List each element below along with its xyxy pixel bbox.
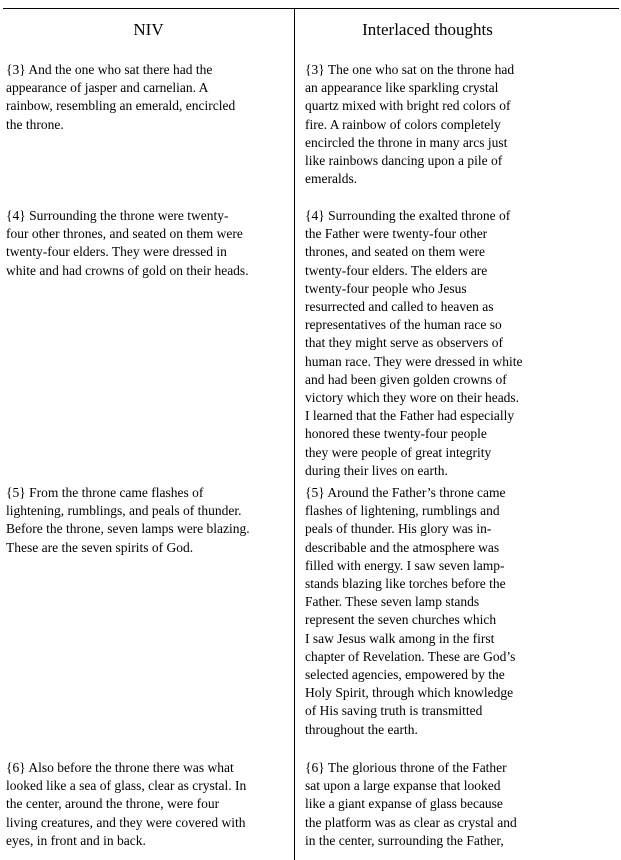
- interlaced-verse-3: {3} The one who sat on the throne had an appearance like sparkling crystal quartz mixed with bright red colors of fire. A rainbow of colors completely encircled the throne in many arcs just like rainbows dancing upon a pile of emeralds.: [305, 62, 515, 187]
- table-top-rule: [3, 8, 619, 9]
- interlaced-verse-6: {6} The glorious throne of the Father sat upon a large expanse that looked like a giant expanse of glass because the platform was as clear as crystal and in the center, surrounding the Father,: [305, 760, 517, 848]
- niv-column-header: NIV: [133, 20, 164, 39]
- interlaced-verse-5: {5} Around the Father’s throne came flashes of lightening, rumblings and peals of thunder. His glory was in- describable and the atmosphere was filled with energy. I saw seven lamp- stands blazing like torches before the Father. These seven lamp stands represent the seven churches which I saw Jesus walk among in the first chapter of Revelation. These are God’s selected agencies, empowered by the Holy Spirit, through which knowledge of His saving truth is transmitted throughout the earth.: [305, 485, 516, 737]
- interlaced-verse-4: {4} Surrounding the exalted throne of the Father were twenty-four other thrones, and seated on them were twenty-four elders. The elders are twenty-four people who Jesus resurrected and called to heaven as representatives of the human race so that they might serve as observers of human race. They were dressed in white and had been given golden crowns of victory which they wore on their heads. I learned that the Father had especially honored these twenty-four people they were people of great integrity during their lives on earth.: [305, 208, 523, 478]
- column-divider: [294, 8, 295, 860]
- niv-verse-3: {3} And the one who sat there had the appearance of jasper and carnelian. A rainbow, resembling an emerald, encircled the throne.: [6, 62, 236, 132]
- niv-verse-6: {6} Also before the throne there was what looked like a sea of glass, clear as crystal. In the center, around the throne, were four living creatures, and they were covered with eyes, in front and in back.: [6, 760, 247, 848]
- niv-verse-4: {4} Surrounding the throne were twenty- four other thrones, and seated on them were twenty-four elders. They were dressed in white and had crowns of gold on their heads.: [6, 208, 249, 278]
- niv-verse-5: {5} From the throne came flashes of lightening, rumblings, and peals of thunder. Before the throne, seven lamps were blazing. These are the seven spirits of God.: [6, 485, 250, 555]
- interlaced-column-header: Interlaced thoughts: [362, 20, 493, 39]
